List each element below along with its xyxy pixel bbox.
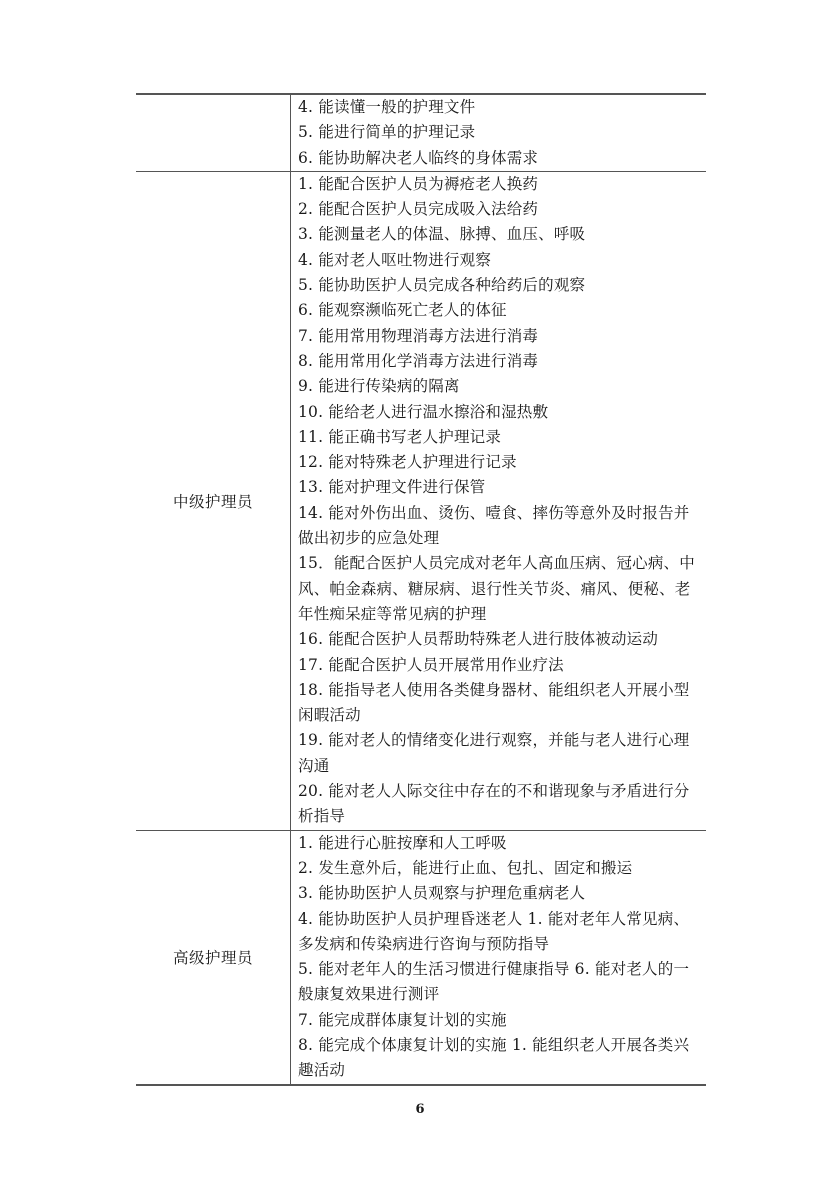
list-item: 1. 能进行心脏按摩和人工呼吸 <box>298 833 507 852</box>
list-item: 18. 能指导老人使用各类健身器材、能组织老人开展小型闲暇活动 <box>298 680 690 725</box>
role-cell: 中级护理员 <box>136 172 291 830</box>
list-item: 4. 能对老人呕吐物进行观察 <box>298 250 492 269</box>
list-item: 6. 能观察濒临死亡老人的体征 <box>298 301 507 320</box>
list-item: 4. 能读懂一般的护理文件 <box>298 98 476 116</box>
list-item: 2. 能配合医护人员完成吸入法给药 <box>298 200 539 219</box>
list-item: 14. 能对外伤出血、烫伤、噎食、摔伤等意外及时报告并做出初步的应急处理 <box>298 503 690 548</box>
table-row-advanced <box>136 831 706 1084</box>
list-item: 7. 能用常用物理消毒方法进行消毒 <box>298 326 539 345</box>
table-row-intermediate <box>136 172 706 831</box>
list-item: 17. 能配合医护人员开展常用作业疗法 <box>298 655 564 674</box>
list-item: 5. 能对老年人的生活习惯进行健康指导 6. 能对老人的一般康复效果进行测评 <box>298 960 690 1004</box>
list-item: 19. 能对老人的情绪变化进行观察，并能与老人进行心理沟通 <box>298 731 690 775</box>
list-item: 9. 能进行传染病的隔离 <box>298 377 460 396</box>
list-item: 12. 能对特殊老人护理进行记录 <box>298 453 517 472</box>
skills-cell <box>291 831 706 1084</box>
list-item: 8. 能完成个体康复计划的实施 1. 能组织老人开展各类兴趣活动 <box>298 1035 690 1080</box>
competency-table <box>136 93 706 1086</box>
list-item: 16. 能配合医护人员帮助特殊老人进行肢体被动运动 <box>298 630 659 649</box>
table-row-basic-continued <box>136 95 706 172</box>
list-item: 5. 能协助医护人员完成各种给药后的观察 <box>298 276 586 295</box>
list-item: 10. 能给老人进行温水擦浴和湿热敷 <box>298 402 549 421</box>
role-cell <box>136 95 291 171</box>
list-item: 7. 能完成群体康复计划的实施 <box>298 1010 507 1029</box>
list-item: 6. 能协助解决老人临终的身体需求 <box>298 148 539 167</box>
page-number: 6 <box>415 1102 425 1117</box>
list-item: 4. 能协助医护人员护理昏迷老人 1. 能对老年人常见病、多发病和传染病进行咨询与预防指导 <box>298 909 690 953</box>
role-cell: 高级护理员 <box>136 831 291 1084</box>
list-item: 3. 能测量老人的体温、脉搏、血压、呼吸 <box>298 225 586 244</box>
list-item: 13. 能对护理文件进行保管 <box>298 478 486 497</box>
list-item: 3. 能协助医护人员观察与护理危重病老人 <box>298 884 586 903</box>
list-item: 11. 能正确书写老人护理记录 <box>298 427 502 446</box>
skills-cell <box>291 95 706 171</box>
list-item: 8. 能用常用化学消毒方法进行消毒 <box>298 351 539 370</box>
list-item: 5. 能进行简单的护理记录 <box>298 123 476 142</box>
list-item: 20. 能对老人人际交往中存在的不和谐现象与矛盾进行分析指导 <box>298 782 690 826</box>
list-item: 15．能配合医护人员完成对老年人高血压病、冠心病、中风、帕金森病、糖尿病、退行性关节炎、痛风、便秘、老年性痴呆症等常见病的护理 <box>298 554 695 623</box>
list-item: 2. 发生意外后，能进行止血、包扎、固定和搬运 <box>298 858 633 877</box>
skills-cell <box>291 172 706 830</box>
list-item: 1. 能配合医护人员为褥疮老人换药 <box>298 174 539 193</box>
